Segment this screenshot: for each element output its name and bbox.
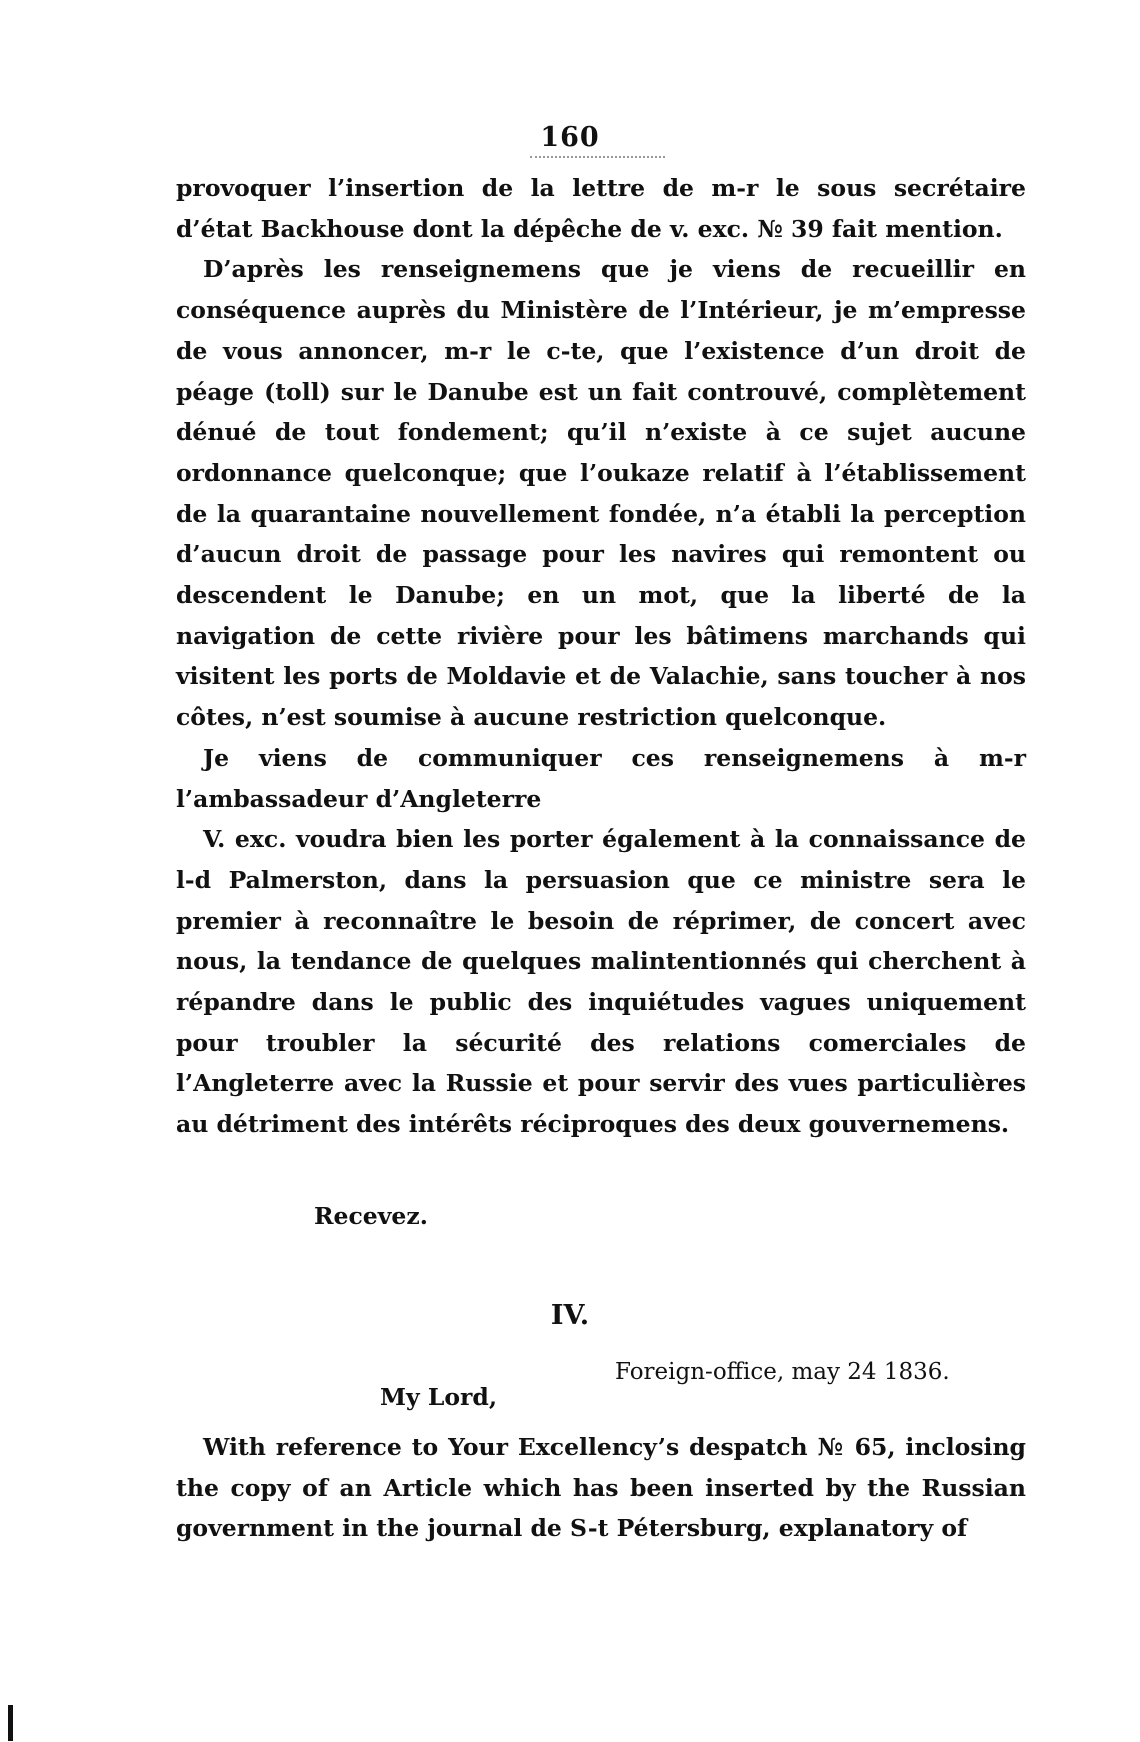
- paragraph-communication: Je viens de communiquer ces renseignemens à m-r l’ambassadeur d’Angleterre: [176, 743, 1026, 813]
- page-number: 160: [540, 122, 600, 153]
- page-number-ornament: [530, 156, 665, 164]
- paragraph-information: D’après les renseignemens que je viens de recueillir en conséquence auprès du Ministère de l’Intérieur, je m’empresse de vous annoncer, m-r le c-te, que l’existence d’un droit de péage (toll) sur le Danube est un fait controuvé, complètement dénué de tout fondement; qu’il n’existe à ce sujet aucune ordonnance quelconque; que l’oukaze relatif à l’établissement de la quarantaine nouvellement fondée, n’a établi la perception d’aucun droit de passage pour les navires qui remontent ou descendent le Danube; en un mot, que la liberté de la navigation de cette rivière pour les bâtimens marchands qui visitent les ports de Moldavie et de Valachie, sans toucher à nos côtes, n’est soumise à aucune restriction quelconque.: [176, 255, 1026, 732]
- letter-text: [176, 1427, 1026, 1549]
- letter-paragraph: With reference to Your Excellency’s despatch № 65, inclosing the copy of an Article which has been inserted by the Russian government in the journal de S-t Pétersburg, explanatory of: [176, 1433, 1026, 1543]
- section-number: IV.: [550, 1300, 590, 1331]
- letter-dateline: Foreign-office, may 24 1836.: [615, 1359, 950, 1385]
- paragraph-continuation: provoquer l’insertion de la lettre de m-r le sous secrétaire d’état Backhouse dont la dépêche de v. exc. № 39 fait mention.: [176, 174, 1026, 243]
- body-text: [176, 168, 1026, 1145]
- paragraph-request: V. exc. voudra bien les porter également à la connaissance de l-d Palmerston, dans la persuasion que ce ministre sera le premier à reconnaître le besoin de réprimer, de concert avec nous, la tendance de quelques malintentionnés qui cherchent à répandre dans le public des inquiétudes vagues uniquement pour troubler la sécurité des relations comerciales de l’Angleterre avec la Russie et pour servir des vues particulières au détriment des intérêts réciproques des deux gouvernemens.: [176, 825, 1026, 1139]
- letter-salutation: My Lord,: [380, 1383, 498, 1411]
- closing-formula: Recevez.: [314, 1202, 428, 1230]
- scan-margin-mark: [8, 1705, 13, 1741]
